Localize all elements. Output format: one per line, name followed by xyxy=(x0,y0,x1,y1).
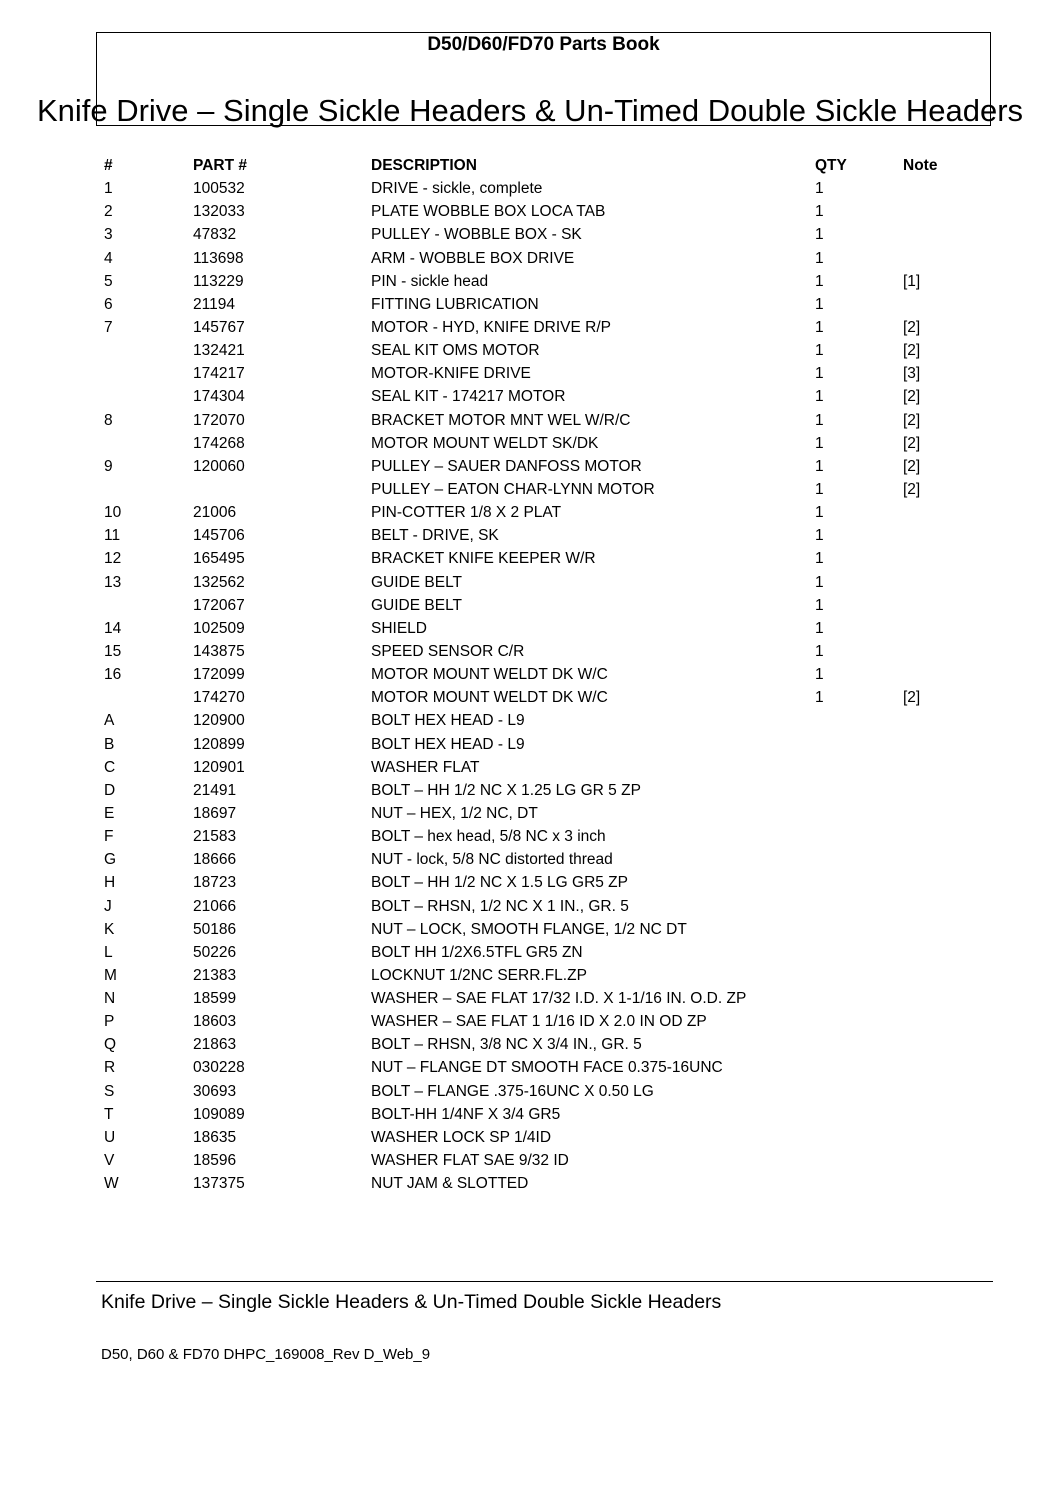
description-cell: GUIDE BELT xyxy=(371,573,463,591)
row-number-cell: 15 xyxy=(104,642,122,660)
part-number-cell: 18635 xyxy=(193,1128,237,1146)
part-number-cell: 18697 xyxy=(193,804,237,822)
book-title: D50/D60/FD70 Parts Book xyxy=(427,34,660,55)
row-number-cell: 11 xyxy=(104,527,121,545)
quantity-cell: 1 xyxy=(815,480,824,498)
table-row xyxy=(104,432,964,455)
table-row xyxy=(104,177,964,200)
part-number-cell: 21583 xyxy=(193,828,237,846)
footer-title: Knife Drive – Single Sickle Headers & Un-Timed Double Sickle Headers xyxy=(101,1291,722,1313)
quantity-cell: 1 xyxy=(815,365,824,383)
table-row xyxy=(104,709,964,732)
row-number-cell: V xyxy=(104,1152,115,1170)
row-number-cell: U xyxy=(104,1128,116,1146)
column-header-part-number: PART # xyxy=(193,157,247,174)
row-number-cell: Q xyxy=(104,1036,117,1054)
quantity-cell: 1 xyxy=(815,295,824,313)
part-number-cell: 21194 xyxy=(193,295,235,313)
footer-document-reference: D50, D60 & FD70 DHPC_169008_Rev D_Web_9 xyxy=(101,1346,431,1363)
table-row xyxy=(104,1010,964,1033)
table-row xyxy=(104,594,964,617)
table-row xyxy=(104,1126,964,1149)
description-cell: GUIDE BELT xyxy=(371,596,463,614)
part-number-cell: 174304 xyxy=(193,388,245,406)
part-number-cell: 18666 xyxy=(193,851,237,869)
row-number-cell: 16 xyxy=(104,666,122,684)
description-cell: PIN-COTTER 1/8 X 2 PLAT xyxy=(371,504,562,522)
part-number-cell: 120900 xyxy=(193,712,245,730)
quantity-cell: 1 xyxy=(815,596,824,614)
table-row xyxy=(104,339,964,362)
table-row xyxy=(104,964,964,987)
part-number-cell: 50226 xyxy=(193,943,237,961)
row-number-cell: 2 xyxy=(104,203,113,221)
description-cell: BOLT – FLANGE .375-16UNC X 0.50 LG xyxy=(371,1082,654,1100)
quantity-cell: 1 xyxy=(815,272,824,290)
description-cell: BRACKET KNIFE KEEPER W/R xyxy=(371,550,596,568)
table-row xyxy=(104,501,964,524)
part-number-cell: 132562 xyxy=(193,573,245,591)
row-number-cell: 8 xyxy=(104,411,113,429)
table-row xyxy=(104,1080,964,1103)
description-cell: NUT – HEX, 1/2 NC, DT xyxy=(371,804,538,822)
table-row xyxy=(104,640,964,663)
table-row xyxy=(104,1033,964,1056)
part-number-cell: 174270 xyxy=(193,689,245,707)
row-number-cell: B xyxy=(104,735,115,753)
note-cell: [2] xyxy=(903,689,921,707)
column-header-description: DESCRIPTION xyxy=(371,157,477,174)
part-number-cell: 100532 xyxy=(193,180,245,198)
quantity-cell: 1 xyxy=(815,504,824,522)
quantity-cell: 1 xyxy=(815,411,824,429)
part-number-cell: 50186 xyxy=(193,920,237,938)
column-header-number: # xyxy=(104,157,113,174)
table-row xyxy=(104,409,964,432)
row-number-cell: M xyxy=(104,966,117,984)
row-number-cell: P xyxy=(104,1013,115,1031)
part-number-cell: 172070 xyxy=(193,411,245,429)
table-row xyxy=(104,1149,964,1172)
table-row xyxy=(104,270,964,293)
table-row xyxy=(104,779,964,802)
part-number-cell: 120901 xyxy=(193,758,245,776)
description-cell: FITTING LUBRICATION xyxy=(371,295,539,313)
table-row xyxy=(104,987,964,1010)
quantity-cell: 1 xyxy=(815,573,824,591)
description-cell: BOLT – RHSN, 3/8 NC X 3/4 IN., GR. 5 xyxy=(371,1036,642,1054)
part-number-cell: 21383 xyxy=(193,966,237,984)
part-number-cell: 21491 xyxy=(193,781,237,799)
row-number-cell: R xyxy=(104,1059,116,1077)
description-cell: BOLT – HH 1/2 NC X 1.5 LG GR5 ZP xyxy=(371,874,628,892)
description-cell: NUT JAM & SLOTTED xyxy=(371,1175,529,1193)
note-cell: [2] xyxy=(903,388,921,406)
table-row xyxy=(104,1056,964,1079)
part-number-cell: 132033 xyxy=(193,203,245,221)
part-number-cell: 18596 xyxy=(193,1152,237,1170)
note-cell: [1] xyxy=(903,272,921,290)
table-row xyxy=(104,547,964,570)
part-number-cell: 145767 xyxy=(193,318,245,336)
table-row xyxy=(104,1172,964,1195)
note-cell: [3] xyxy=(903,365,921,383)
quantity-cell: 1 xyxy=(815,203,824,221)
row-number-cell: K xyxy=(104,920,115,938)
table-row xyxy=(104,617,964,640)
row-number-cell: A xyxy=(104,712,115,730)
table-row xyxy=(104,316,964,339)
part-number-cell: 21066 xyxy=(193,897,237,915)
description-cell: NUT – LOCK, SMOOTH FLANGE, 1/2 NC DT xyxy=(371,920,687,938)
quantity-cell: 1 xyxy=(815,318,824,336)
part-number-cell: 21006 xyxy=(193,504,237,522)
table-row xyxy=(104,455,964,478)
row-number-cell: G xyxy=(104,851,117,869)
part-number-cell: 21863 xyxy=(193,1036,237,1054)
description-cell: MOTOR - HYD, KNIFE DRIVE R/P xyxy=(371,318,611,336)
description-cell: BELT - DRIVE, SK xyxy=(371,527,499,545)
row-number-cell: J xyxy=(104,897,112,915)
description-cell: BOLT-HH 1/4NF X 3/4 GR5 xyxy=(371,1105,561,1123)
description-cell: BOLT – RHSN, 1/2 NC X 1 IN., GR. 5 xyxy=(371,897,629,915)
table-row xyxy=(104,663,964,686)
table-row xyxy=(104,385,964,408)
row-number-cell: 9 xyxy=(104,457,113,475)
description-cell: BOLT HH 1/2X6.5TFL GR5 ZN xyxy=(371,943,583,961)
part-number-cell: 120899 xyxy=(193,735,245,753)
quantity-cell: 1 xyxy=(815,388,824,406)
table-row xyxy=(104,686,964,709)
part-number-cell: 120060 xyxy=(193,457,245,475)
row-number-cell: 5 xyxy=(104,272,113,290)
column-header-qty: QTY xyxy=(815,157,847,174)
note-cell: [2] xyxy=(903,411,921,429)
part-number-cell: 102509 xyxy=(193,619,245,637)
part-number-cell: 18723 xyxy=(193,874,237,892)
description-cell: PIN - sickle head xyxy=(371,272,489,290)
description-cell: WASHER LOCK SP 1/4ID xyxy=(371,1128,552,1146)
part-number-cell: 165495 xyxy=(193,550,245,568)
description-cell: WASHER FLAT xyxy=(371,758,480,776)
part-number-cell: 109089 xyxy=(193,1105,245,1123)
row-number-cell: L xyxy=(104,943,113,961)
note-cell: [2] xyxy=(903,480,921,498)
part-number-cell: 145706 xyxy=(193,527,245,545)
quantity-cell: 1 xyxy=(815,619,824,637)
row-number-cell: 12 xyxy=(104,550,122,568)
part-number-cell: 132421 xyxy=(193,342,245,360)
description-cell: DRIVE - sickle, complete xyxy=(371,180,543,198)
footer-divider xyxy=(96,1281,993,1282)
description-cell: SPEED SENSOR C/R xyxy=(371,642,525,660)
table-row xyxy=(104,756,964,779)
row-number-cell: 14 xyxy=(104,619,122,637)
row-number-cell: E xyxy=(104,804,115,822)
description-cell: WASHER – SAE FLAT 17/32 I.D. X 1-1/16 IN. O.D. ZP xyxy=(371,990,747,1008)
column-header-note: Note xyxy=(903,157,938,174)
table-row xyxy=(104,293,964,316)
description-cell: BOLT HEX HEAD - L9 xyxy=(371,735,525,753)
table-row xyxy=(104,802,964,825)
row-number-cell: D xyxy=(104,781,116,799)
row-number-cell: 1 xyxy=(104,180,113,198)
row-number-cell: W xyxy=(104,1175,119,1193)
table-row xyxy=(104,848,964,871)
row-number-cell: S xyxy=(104,1082,115,1100)
row-number-cell: C xyxy=(104,758,116,776)
quantity-cell: 1 xyxy=(815,527,824,545)
table-row xyxy=(104,895,964,918)
row-number-cell: 13 xyxy=(104,573,122,591)
row-number-cell: 7 xyxy=(104,318,113,336)
description-cell: WASHER FLAT SAE 9/32 ID xyxy=(371,1152,569,1170)
description-cell: SEAL KIT - 174217 MOTOR xyxy=(371,388,566,406)
table-row xyxy=(104,825,964,848)
part-number-cell: 172067 xyxy=(193,596,245,614)
row-number-cell: N xyxy=(104,990,116,1008)
quantity-cell: 1 xyxy=(815,226,824,244)
part-number-cell: 174268 xyxy=(193,434,245,452)
description-cell: MOTOR MOUNT WELDT DK W/C xyxy=(371,666,608,684)
description-cell: BOLT HEX HEAD - L9 xyxy=(371,712,525,730)
note-cell: [2] xyxy=(903,434,921,452)
description-cell: ARM - WOBBLE BOX DRIVE xyxy=(371,249,575,267)
description-cell: MOTOR MOUNT WELDT SK/DK xyxy=(371,434,599,452)
table-header-row xyxy=(104,154,964,177)
description-cell: LOCKNUT 1/2NC SERR.FL.ZP xyxy=(371,966,587,984)
part-number-cell: 030228 xyxy=(193,1059,245,1077)
description-cell: PULLEY - WOBBLE BOX - SK xyxy=(371,226,582,244)
part-number-cell: 18599 xyxy=(193,990,237,1008)
description-cell: PLATE WOBBLE BOX LOCA TAB xyxy=(371,203,606,221)
row-number-cell: 3 xyxy=(104,226,113,244)
quantity-cell: 1 xyxy=(815,180,824,198)
quantity-cell: 1 xyxy=(815,689,824,707)
table-row xyxy=(104,247,964,270)
part-number-cell: 113229 xyxy=(193,272,244,290)
description-cell: PULLEY – EATON CHAR-LYNN MOTOR xyxy=(371,480,655,498)
part-number-cell: 30693 xyxy=(193,1082,237,1100)
row-number-cell: 10 xyxy=(104,504,122,522)
table-row xyxy=(104,362,964,385)
description-cell: MOTOR-KNIFE DRIVE xyxy=(371,365,531,383)
part-number-cell: 47832 xyxy=(193,226,237,244)
quantity-cell: 1 xyxy=(815,457,824,475)
quantity-cell: 1 xyxy=(815,342,824,360)
part-number-cell: 18603 xyxy=(193,1013,237,1031)
note-cell: [2] xyxy=(903,342,921,360)
table-row xyxy=(104,524,964,547)
description-cell: WASHER – SAE FLAT 1 1/16 ID X 2.0 IN OD ZP xyxy=(371,1013,707,1031)
quantity-cell: 1 xyxy=(815,434,824,452)
row-number-cell: 6 xyxy=(104,295,113,313)
table-row xyxy=(104,571,964,594)
table-body xyxy=(104,177,964,1195)
quantity-cell: 1 xyxy=(815,642,824,660)
table-row xyxy=(104,871,964,894)
row-number-cell: F xyxy=(104,828,114,846)
table-row xyxy=(104,223,964,246)
table-row xyxy=(104,941,964,964)
row-number-cell: H xyxy=(104,874,116,892)
part-number-cell: 113698 xyxy=(193,249,244,267)
description-cell: BRACKET MOTOR MNT WEL W/R/C xyxy=(371,411,631,429)
description-cell: MOTOR MOUNT WELDT DK W/C xyxy=(371,689,608,707)
description-cell: BOLT – hex head, 5/8 NC x 3 inch xyxy=(371,828,606,846)
description-cell: PULLEY – SAUER DANFOSS MOTOR xyxy=(371,457,642,475)
description-cell: NUT – FLANGE DT SMOOTH FACE 0.375-16UNC xyxy=(371,1059,723,1077)
description-cell: SHIELD xyxy=(371,619,427,637)
part-number-cell: 143875 xyxy=(193,642,245,660)
description-cell: NUT - lock, 5/8 NC distorted thread xyxy=(371,851,613,869)
parts-table xyxy=(104,154,964,1195)
description-cell: SEAL KIT OMS MOTOR xyxy=(371,342,540,360)
quantity-cell: 1 xyxy=(815,249,824,267)
note-cell: [2] xyxy=(903,318,921,336)
table-row xyxy=(104,200,964,223)
note-cell: [2] xyxy=(903,457,921,475)
table-row xyxy=(104,733,964,756)
part-number-cell: 172099 xyxy=(193,666,245,684)
table-row xyxy=(104,1103,964,1126)
part-number-cell: 174217 xyxy=(193,365,245,383)
table-row xyxy=(104,478,964,501)
description-cell: BOLT – HH 1/2 NC X 1.25 LG GR 5 ZP xyxy=(371,781,641,799)
row-number-cell: 4 xyxy=(104,249,113,267)
part-number-cell: 137375 xyxy=(193,1175,245,1193)
quantity-cell: 1 xyxy=(815,550,824,568)
table-row xyxy=(104,918,964,941)
page-title: Knife Drive – Single Sickle Headers & Un-Timed Double Sickle Headers xyxy=(36,93,1024,128)
row-number-cell: T xyxy=(104,1105,114,1123)
quantity-cell: 1 xyxy=(815,666,824,684)
